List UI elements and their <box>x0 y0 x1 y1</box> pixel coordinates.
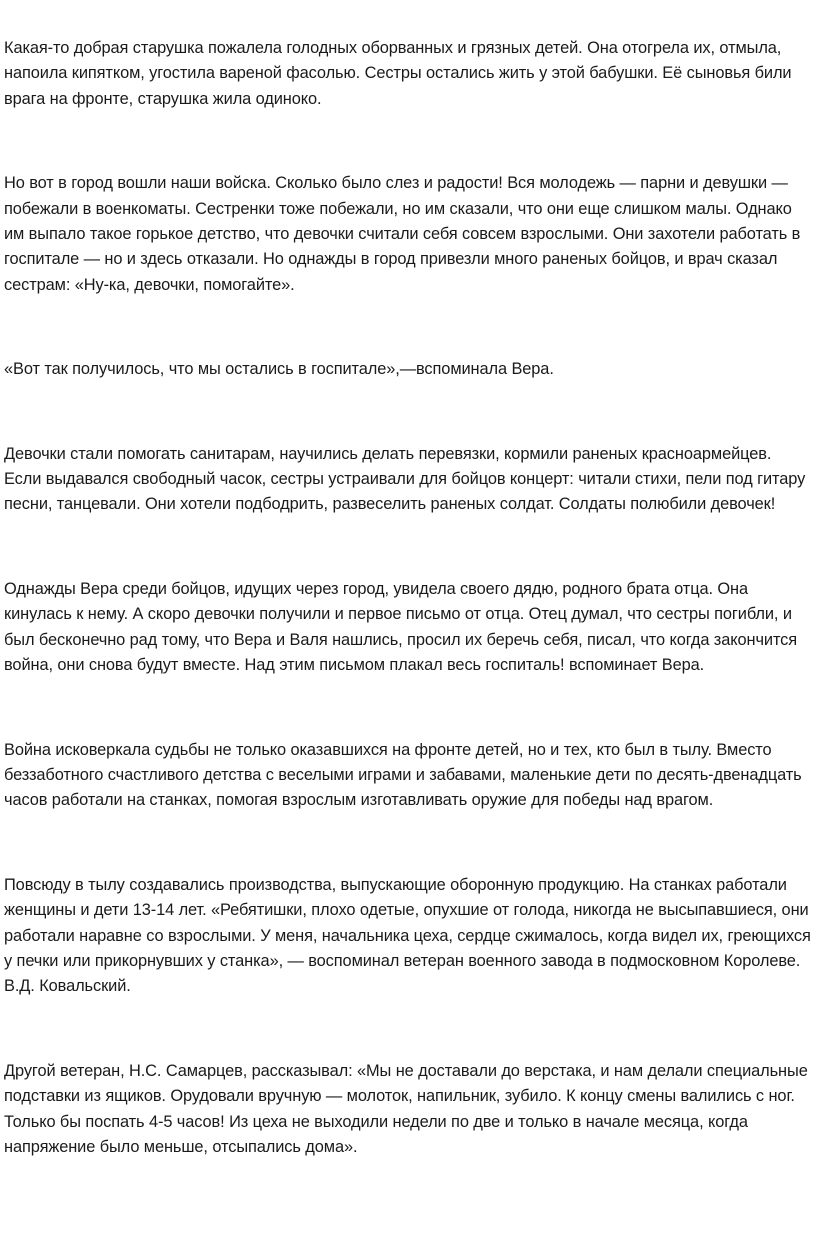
paragraph-5: Однажды Вера среди бойцов, идущих через город, увидела своего дядю, родного брата отца. Она кинулась к нему. А скоро девочки получили и первое письмо от отца. Отец думал, что сестры погибли, и был бесконечно рад тому, что Вера и Валя нашлись, просил их беречь себя, писал, что когда закончится война, они снова будут вместе. Над этим письмом плакал весь госпиталь! вспоминает Вера. <box>4 579 798 675</box>
paragraph-1: Какая-то добрая старушка пожалела голодных оборванных и грязных детей. Она отогрела их, отмыла, напоила кипятком, угостила вареной фасолью. Сестры остались жить у этой бабушки. Её сыновья били врага на фронте, старушка жила одиноко. <box>4 39 792 108</box>
paragraph-7: Повсюду в тылу создавались производства, выпускающие оборонную продукцию. На станках работали женщины и дети 13-14 лет. «Ребятишки, плохо одетые, опухшие от голода, никогда не высыпавшиеся, они работали наравне со взрослыми. У меня, начальника цеха, сердце сжималось, когда видел их, греющихся у печки или прикорнувших у станка», — воспоминал ветеран военного завода в подмосковном Королеве. В.Д. Ковальский. <box>4 875 811 996</box>
paragraph-3: «Вот так получилось, что мы остались в госпитале»,—вспоминала Вера. <box>4 360 554 379</box>
paragraph-8: Другой ветеран, Н.С. Самарцев, рассказывал: «Мы не доставали до верстака, и нам делали специальные подставки из ящиков. Орудовали вручную — молоток, напильник, зубило. К концу смены валились с ног. Только бы поспать 4-5 часов! Из цеха не выходили недели по две и только в начале месяца, когда напряжение было меньше, отсыпались дома». <box>4 1061 808 1156</box>
paragraph-2: Но вот в город вошли наши войска. Сколько было слез и радости! Вся молодежь — парни и девушки — побежали в военкоматы. Сестренки тоже побежали, но им сказали, что они еще слишком малы. Однако им выпало такое горькое детство, что девочки считали себя совсем взрослыми. Они захотели работать в госпитале — но и здесь отказали. Но однажды в город привезли много раненых бойцов, и врач сказал сестрам: «Ну-ка, девочки, помогайте». <box>4 174 801 294</box>
paragraph-6: Война исковеркала судьбы не только оказавшихся на фронте детей, но и тех, кто был в тылу. Вместо беззаботного счастливого детства с веселыми играми и забавами, маленькие дети по десять-двенадцать часов работали на станках, помогая взрослым изготавливать оружие для победы над врагом. <box>4 740 802 810</box>
paragraph-4: Девочки стали помогать санитарам, научились делать перевязки, кормили раненых красноармейцев. Если выдавался свободный часок, сестры устраивали для бойцов концерт: читали стихи, пели под гитару песни, танцевали. Они хотели подбодрить, развеселить раненых солдат. Солдаты полюбили девочек! <box>4 444 806 514</box>
